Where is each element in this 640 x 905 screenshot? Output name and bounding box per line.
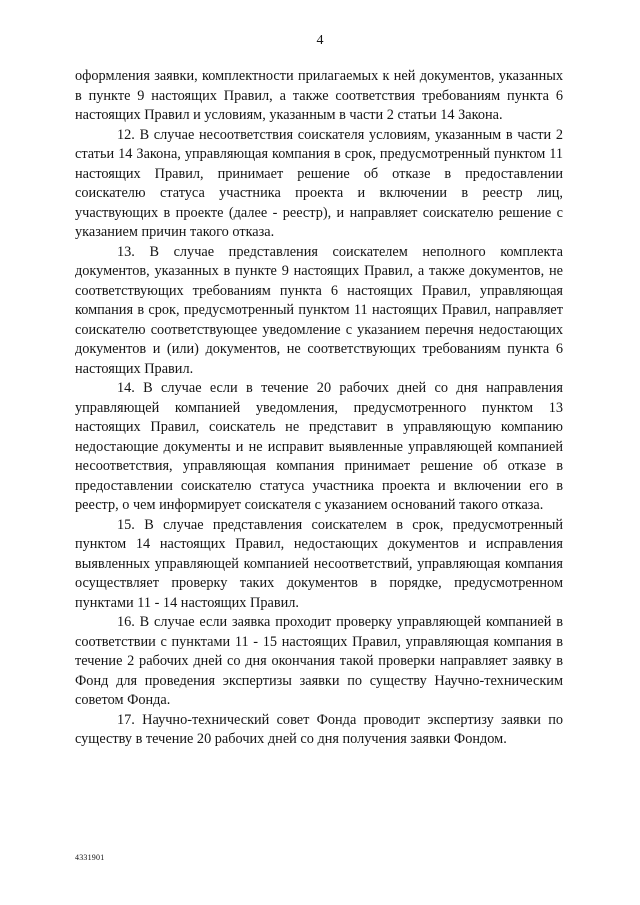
paragraph-14: 14. В случае если в течение 20 рабочих дней со дня направления управляющей компанией уведомления, предусмотренного пунктом 13 настоящих Правил, соискатель не представит в управляющую компанию недостающие документы и не исправит выявленные управляющей компанией несоответствия, управляющая компания принимает решение об отказе в предоставлении соискателю статуса участника проекта и включении его в реестр, о чем информирует соискателя с указанием оснований такого отказа. [75, 380, 563, 513]
paragraph-15: 15. В случае представления соискателем в срок, предусмотренный пунктом 14 настоящих Правил, недостающих документов и исправления выявленных управляющей компанией несоответствий, управляющая компания осуществляет проверку таких документов в порядке, предусмотренном пунктами 11 - 14 настоящих Правил. [75, 516, 563, 611]
paragraph-12: 12. В случае несоответствия соискателя условиям, указанным в части 2 статьи 14 Закона, управляющая компания в срок, предусмотренный пунктом 11 настоящих Правил, принимает решение об отказе в предоставлении соискателю статуса участника проекта и включении в реестр лиц, участвующих в проекте (далее - реестр), и направляет соискателю решение с указанием причин такого отказа. [75, 126, 563, 240]
document-body [75, 67, 563, 750]
paragraph-17: 17. Научно-технический совет Фонда проводит экспертизу заявки по существу в течение 20 рабочих дней со дня получения заявки Фондом. [75, 711, 563, 747]
paragraph-13: 13. В случае представления соискателем неполного комплекта документов, указанных в пункте 9 настоящих Правил, а также документов, не соответствующих требованиям пункта 6 настоящих Правил, управляющая компания в срок, предусмотренный пунктом 11 настоящих Правил, направляет соискателю соответствующее уведомление с указанием перечня недостающих документов и (или) документов, не соответствующих требованиям пункта 6 настоящих Правил. [75, 243, 563, 377]
page-number: 4 [316, 33, 324, 48]
paragraph-16: 16. В случае если заявка проходит проверку управляющей компанией в соответствии с пунктами 11 - 15 настоящих Правил, управляющая компания в течение 2 рабочих дней со дня окончания такой проверки направляет заявку в Фонд для проведения экспертизы заявки по существу Научно-техническим советом Фонда. [75, 614, 563, 708]
document-code: 4331901 [75, 853, 105, 862]
paragraph-continuation: оформления заявки, комплектности прилагаемых к ней документов, указанных в пункте 9 настоящих Правил, а также соответствия требованиям пункта 6 настоящих Правил и условиям, указанным в части 2 статьи 14 Закона. [75, 68, 563, 123]
